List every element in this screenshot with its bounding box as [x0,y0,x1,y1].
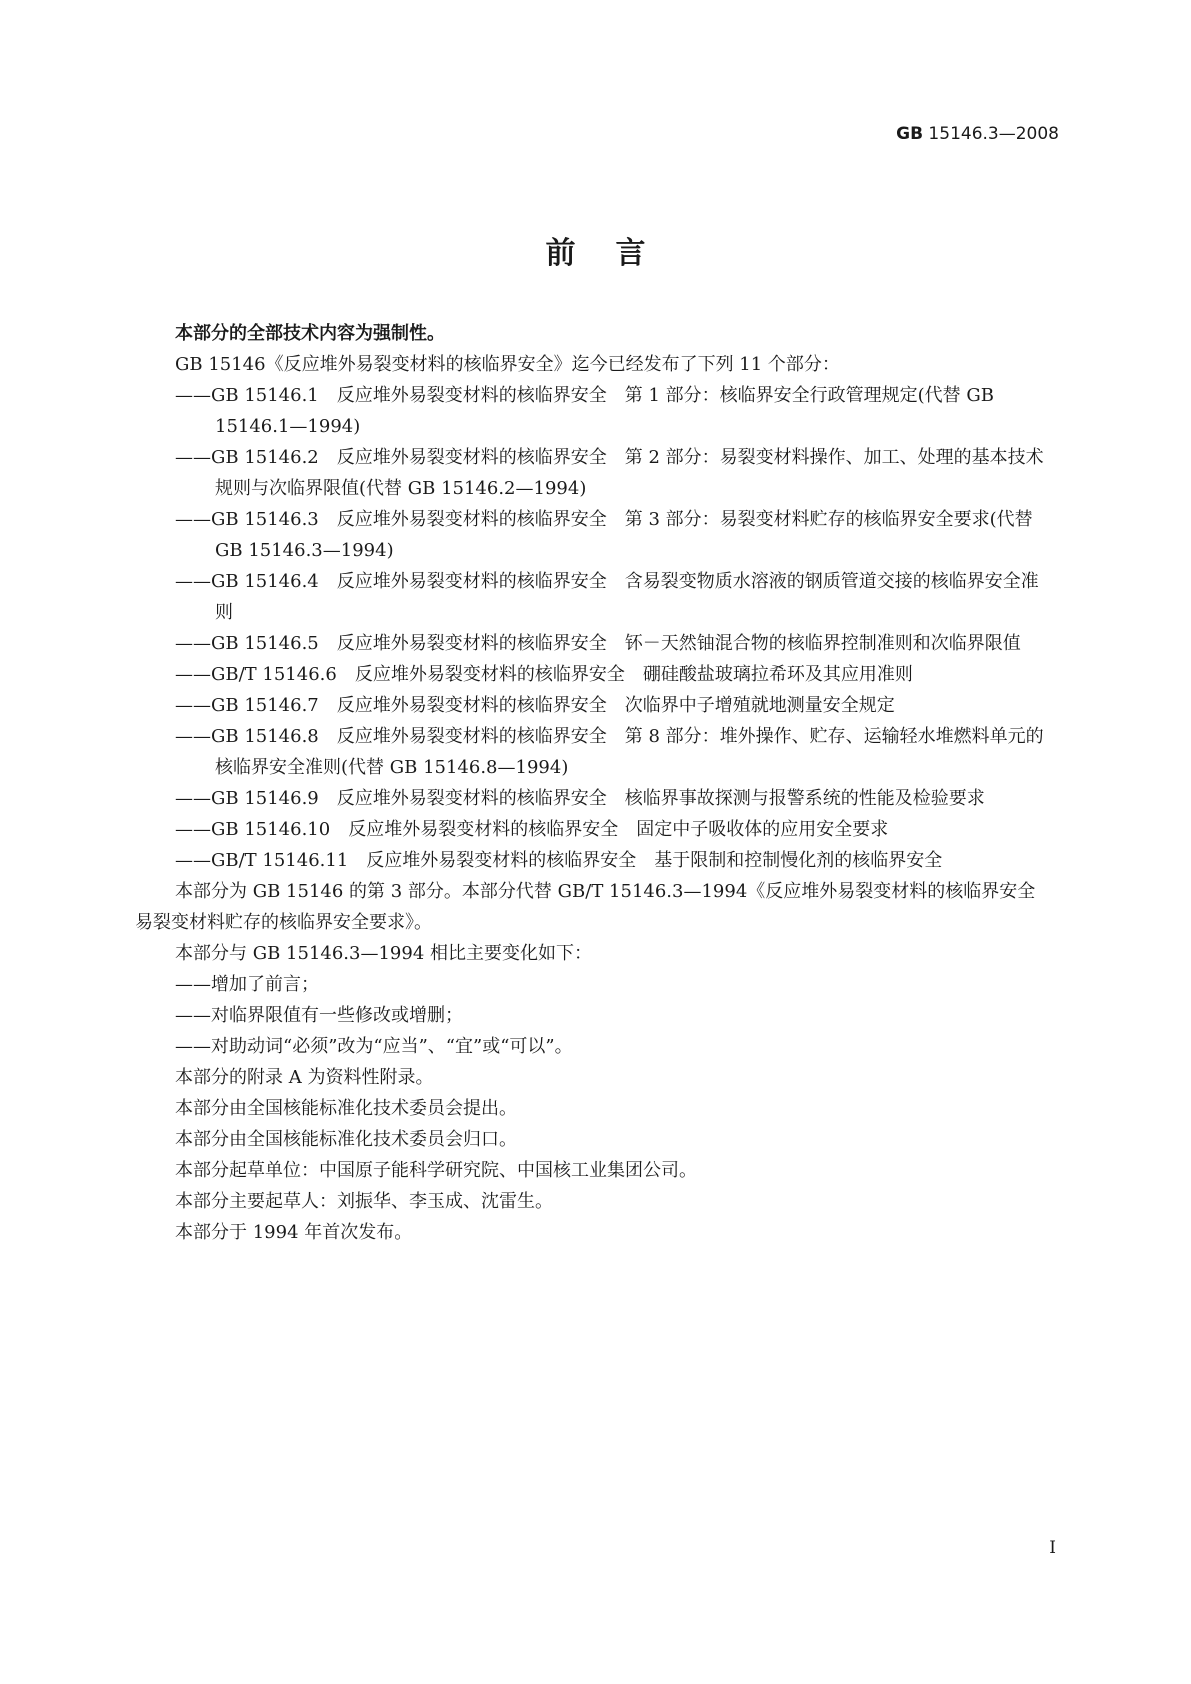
closing-line: 本部分于 1994 年首次发布。 [175,1222,413,1243]
change-item: ——对助动词“必须”改为“应当”、“宜”或“可以”。 [175,1036,573,1057]
part-item: ——GB 15146.3 反应堆外易裂变材料的核临界安全 第 3 部分：易裂变材料贮存的核临界安全要求(代替 GB 15146.3—1994) [175,509,1033,561]
part-item: ——GB/T 15146.6 反应堆外易裂变材料的核临界安全 硼硅酸盐玻璃拉希环及其应用准则 [175,664,913,685]
standard-number [896,124,1059,144]
parts-intro: GB 15146《反应堆外易裂变材料的核临界安全》迄今已经发布了下列 11 个部分： [175,354,840,375]
closing-line: 本部分的附录 A 为资料性附录。 [175,1067,434,1088]
page-title: 前言 [545,236,686,271]
part-item: ——GB/T 15146.11 反应堆外易裂变材料的核临界安全 基于限制和控制慢化剂的核临界安全 [175,850,943,871]
foreword-body [135,318,1055,1248]
part-item: ——GB 15146.8 反应堆外易裂变材料的核临界安全 第 8 部分：堆外操作、贮存、运输轻水堆燃料单元的核临界安全准则(代替 GB 15146.8—1994) [175,726,1044,778]
standard-prefix: GB [896,124,924,144]
closing-line: 本部分由全国核能标准化技术委员会提出。 [175,1098,517,1119]
part-item: ——GB 15146.10 反应堆外易裂变材料的核临界安全 固定中子吸收体的应用安全要求 [175,819,889,840]
closing-line: 本部分由全国核能标准化技术委员会归口。 [175,1129,517,1150]
standard-code: 15146.3—2008 [923,124,1059,144]
part-item: ——GB 15146.9 反应堆外易裂变材料的核临界安全 核临界事故探测与报警系统的性能及检验要求 [175,788,985,809]
part-item: ——GB 15146.5 反应堆外易裂变材料的核临界安全 钚－天然铀混合物的核临界控制准则和次临界限值 [175,633,1021,654]
closing-line: 本部分起草单位：中国原子能科学研究院、中国核工业集团公司。 [175,1160,697,1181]
part-item: ——GB 15146.7 反应堆外易裂变材料的核临界安全 次临界中子增殖就地测量安全规定 [175,695,895,716]
part-item: ——GB 15146.4 反应堆外易裂变材料的核临界安全 含易裂变物质水溶液的钢质管道交接的核临界安全准则 [175,571,1039,623]
page-number: I [1049,1538,1056,1558]
part-item: ——GB 15146.1 反应堆外易裂变材料的核临界安全 第 1 部分：核临界安全行政管理规定(代替 GB 15146.1—1994) [175,385,995,437]
part-item: ——GB 15146.2 反应堆外易裂变材料的核临界安全 第 2 部分：易裂变材料操作、加工、处理的基本技术规则与次临界限值(代替 GB 15146.2—1994) [175,447,1044,499]
changes-intro: 本部分与 GB 15146.3—1994 相比主要变化如下： [175,943,593,964]
mandatory-statement: 本部分的全部技术内容为强制性。 [175,323,445,344]
change-item: ——增加了前言； [175,974,319,995]
closing-line: 本部分主要起草人：刘振华、李玉成、沈雷生。 [175,1191,553,1212]
change-item: ——对临界限值有一些修改或增删； [175,1005,463,1026]
replacement-statement: 本部分为 GB 15146 的第 3 部分。本部分代替 GB/T 15146.3—1994《反应堆外易裂变材料的核临界安全 易裂变材料贮存的核临界安全要求》。 [135,881,1054,933]
